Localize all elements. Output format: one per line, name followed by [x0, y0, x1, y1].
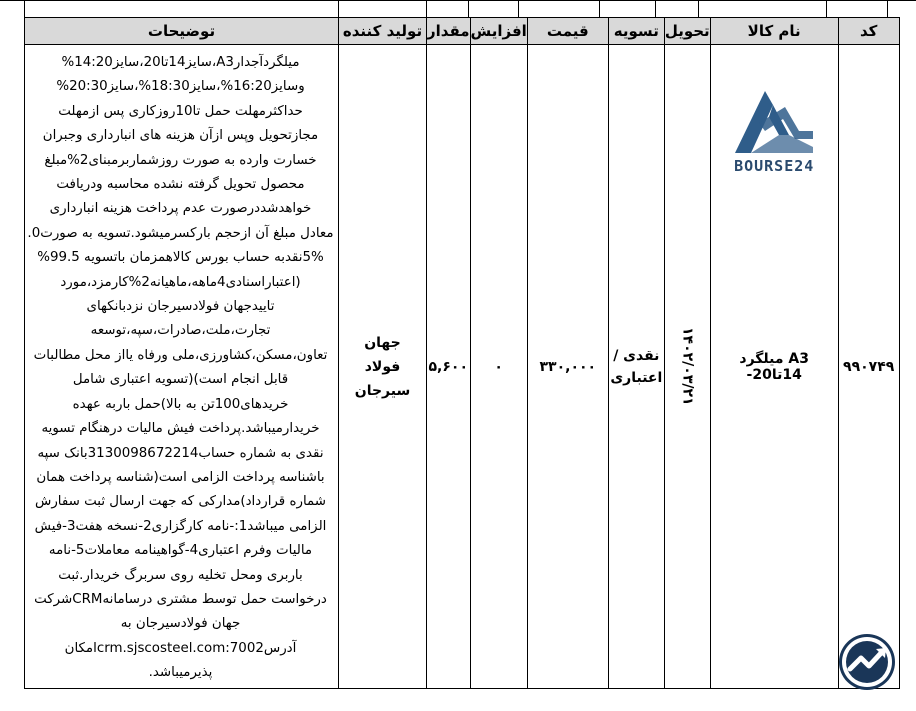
description-line: وسایز16:20%،سایز18:30%،سایز20:30% [56, 79, 305, 95]
product-name: A3 میلگرد 14تا20- [739, 350, 809, 383]
top-border-tick [698, 0, 699, 17]
table-row [25, 45, 900, 689]
cell-producer [339, 45, 427, 689]
description-line: باشناسه پرداخت الزامی است(شناسه پرداخت همان [36, 469, 325, 485]
description-line: درخواست حمل توسط مشتری درسامانهCRMشرکت [34, 591, 327, 607]
description-line: جهان فولادسیرجان به [120, 616, 241, 632]
description-line: تجارت،ملت،صادرات،سپه،توسعه [90, 323, 271, 339]
cell-code [838, 45, 899, 689]
delivery-date: ۱۴۰۲/۰۳/۲۱ [679, 327, 696, 406]
cell-price [527, 45, 608, 689]
producer-name: جهان فولاد سیرجان [354, 334, 411, 399]
description-line: مالیات وفرم اعتباری4-گواهینامه معاملات5-نامه [48, 543, 313, 559]
description-line: شماره قرارداد)مدارکی که جهت ارسال ثبت سفارش [34, 494, 326, 510]
header-settlement: تسویه [608, 18, 664, 45]
description-line: (اعتباراسنادی4ماهه،ماهیانه2%کارمزد،مورد [60, 274, 301, 290]
description-line: پذیرمیباشد. [148, 665, 213, 681]
description-line: میلگردآجدارA3،سایز14تا20،سایز14:20% [61, 55, 300, 70]
trend-arrow-icon [836, 631, 898, 693]
product-table [24, 17, 900, 689]
description-line: نقدی به شماره حساب3130098672214بانک سپه [37, 445, 324, 461]
description-line: باربری ومحل تخلیه روی سربرگ خریدار.ثبت [58, 567, 303, 583]
description-line: محصول تحویل گرفته نشده محاسبه ودریافت [56, 177, 305, 193]
top-border-tick [468, 0, 469, 17]
top-border-tick [426, 0, 427, 17]
description-line: الزامی میباشد1:-نامه کارگزاری2-نسخه هفت3-فیش [34, 518, 327, 534]
header-quantity: مقدار [427, 18, 471, 45]
cell-delivery [664, 45, 710, 689]
cell-description [25, 45, 339, 689]
description-line: معادل مبلغ آن ازحجم بارکسرمیشود.تسویه به صورت0. [27, 225, 334, 241]
description-line: 5%نقدبه حساب بورس کالاهمزمان باتسویه 99.5% [37, 250, 324, 266]
top-border-tick [655, 0, 656, 17]
cell-product-name [710, 45, 838, 689]
description-line: خریدارمیباشد.پرداخت فیش مالیات درهنگام تسویه [41, 421, 320, 437]
description-text [27, 51, 334, 686]
bourse24-logo [711, 85, 838, 175]
bourse24-logo-mark [729, 85, 819, 157]
cell-increase [470, 45, 527, 689]
description-line: خریدهای100تن به بالا)حمل باربه عهده [72, 396, 289, 412]
header-increase: افزایش [470, 18, 527, 45]
description-line: خسارت وارده به صورت روزشماربرمبنای2%مبلغ [44, 152, 317, 168]
header-description: توضیحات [25, 18, 339, 45]
description-line: مجازتحویل وپس ازآن هزینه های انبارداری وجبران [42, 128, 319, 144]
top-border-tick [826, 0, 827, 17]
logo-wordmark: BOURSE24 [734, 157, 815, 175]
product-code: ۹۹۰۷۴۹ [843, 358, 895, 375]
top-border-line [0, 0, 916, 1]
header-product-name: نام کالا [710, 18, 838, 45]
description-line: خواهدشددرصورت عدم پرداخت هزینه انبارداری [49, 201, 312, 217]
top-border-tick [24, 0, 25, 17]
top-border-tick [338, 0, 339, 17]
header-producer: تولید کننده [339, 18, 427, 45]
header-code: کد [838, 18, 899, 45]
table-header-row [25, 18, 900, 45]
quantity-value: ۵,۶۰۰ [428, 358, 469, 375]
settlement-type: نقدی / اعتباری [610, 347, 663, 386]
description-line: تاییدجهان فولادسیرجان نزدبانکهای [86, 299, 275, 315]
header-price: قیمت [527, 18, 608, 45]
description-line: تعاون،مسکن،کشاورزی،ملی ورفاه یااز محل مطالبات [33, 347, 328, 363]
increase-value: ۰ [494, 358, 503, 375]
top-border-tick [887, 0, 888, 17]
top-border-tick [599, 0, 600, 17]
description-line: حداکثرمهلت حمل تا10روزکاری پس ازمهلت [58, 103, 303, 119]
price-value: ۳۳۰,۰۰۰ [539, 358, 597, 375]
description-line: قابل انجام است)(تسویه اعتباری شامل [72, 372, 289, 388]
header-delivery: تحویل [664, 18, 710, 45]
top-border-tick [518, 0, 519, 17]
top-border-strip [0, 0, 916, 17]
cell-quantity [427, 45, 471, 689]
cell-settlement [608, 45, 664, 689]
description-line: آدرسcrm.sjscosteel.com:7002امکان [64, 640, 297, 656]
